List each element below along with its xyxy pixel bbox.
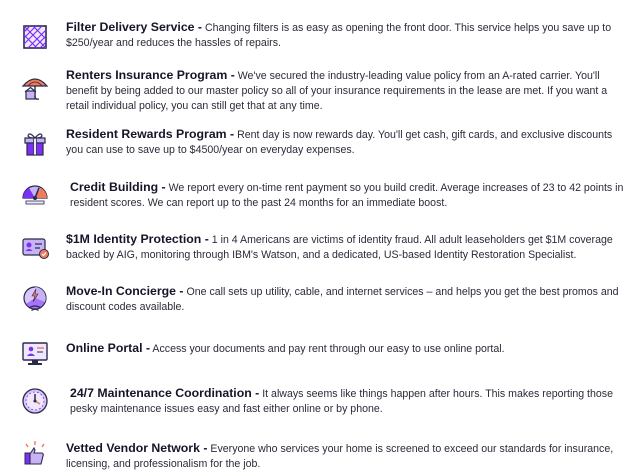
item-text (66, 441, 622, 472)
item-text (66, 20, 622, 51)
item-text (66, 232, 622, 263)
item-title: 24/7 Maintenance Coordination - (70, 386, 260, 400)
gift-icon (20, 128, 50, 158)
item-title: Online Portal - (66, 341, 151, 355)
thumbs-up-icon (20, 438, 50, 468)
clock-icon (20, 386, 50, 416)
umbrella-house-icon (20, 72, 50, 102)
item-title: Resident Rewards Program - (66, 127, 235, 141)
item-description: One call sets up utility, cable, and internet services – and helps you get the best promos and discount codes available. (66, 286, 619, 313)
id-card-icon (20, 232, 50, 262)
item-text (70, 386, 626, 417)
item-description: Rent day is now rewards day. You'll get cash, gift cards, and exclusive discounts you can use to save up to $4500/year on everyday expenses. (66, 129, 613, 156)
item-text (66, 127, 622, 158)
item-text (66, 284, 622, 315)
item-description: We've secured the industry-leading value policy from an A-rated carrier. You'll benefit by being added to our master policy so all of your insurance requirements in the lease are met. If you want a retail individual policy, you can still get that at any time. (66, 70, 608, 112)
item-description: Access your documents and pay rent through our easy to use online portal. (152, 343, 505, 355)
utilities-icon (20, 284, 50, 314)
item-description: It always seems like things happen after hours. This makes reporting those pesky maintenance issues easy and fast either online or by phone. (70, 388, 613, 415)
item-title: Vetted Vendor Network - (66, 441, 208, 455)
item-text (66, 341, 622, 357)
item-description: Changing filters is as easy as opening the front door. This service helps you save up to $250/year and reduces the hassles of repairs. (66, 22, 612, 49)
credit-gauge-icon (20, 178, 50, 208)
item-title: Renters Insurance Program - (66, 68, 235, 82)
filter-icon (20, 22, 50, 52)
item-text (70, 180, 626, 211)
item-description: 1 in 4 Americans are victims of identity fraud. All adult leaseholders get $1M coverage backed by AIG, monitoring through IBM's Watson, and a dedicated, US-based Identity Restoration Specialist. (66, 234, 613, 261)
item-title: Move-In Concierge - (66, 284, 184, 298)
item-title: Credit Building - (70, 180, 166, 194)
item-text (66, 68, 622, 114)
item-description: We report every on-time rent payment so you build credit. Average increases of 23 to 42 points in resident scores. We can report up to the past 24 months for an immediate boost. (70, 182, 624, 209)
item-title: $1M Identity Protection - (66, 232, 209, 246)
item-title: Filter Delivery Service - (66, 20, 203, 34)
item-description: Everyone who services your home is screened to exceed our standards for insurance, licensing, and professionalism for the job. (66, 443, 614, 470)
portal-monitor-icon (20, 338, 50, 368)
